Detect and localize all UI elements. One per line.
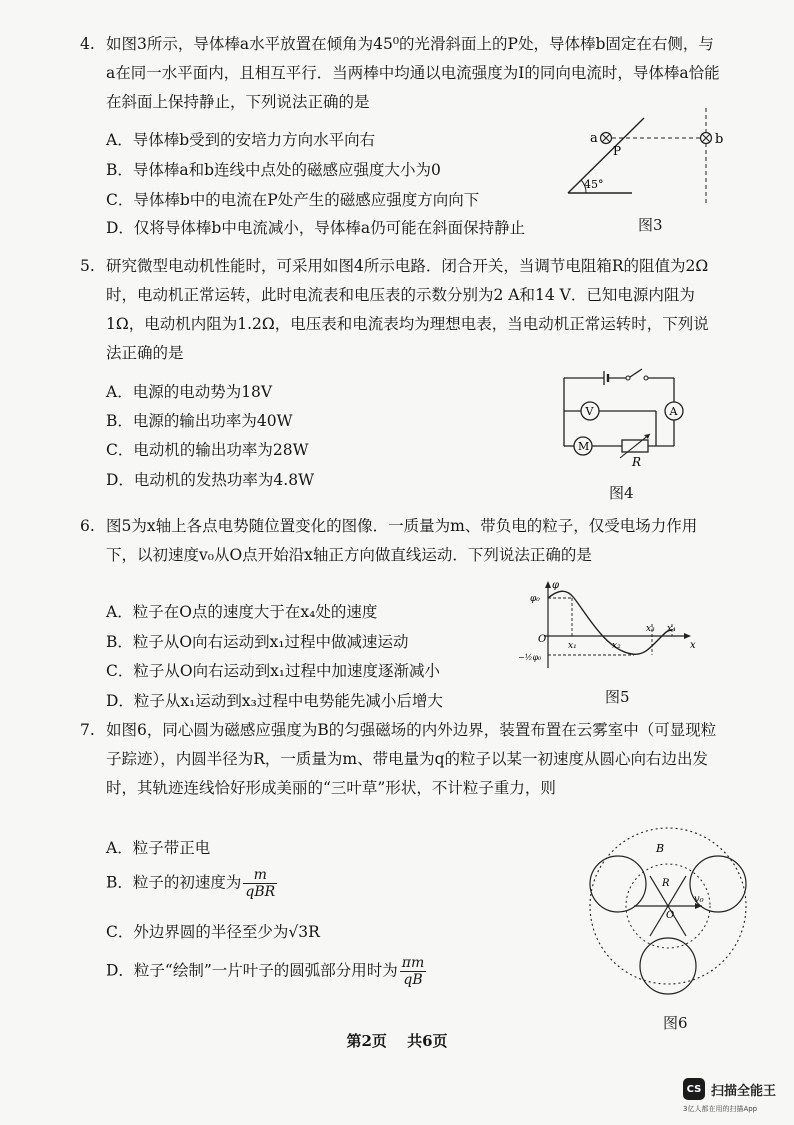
question-number: 4. (80, 35, 95, 53)
voltmeter-icon (581, 402, 599, 420)
figure-4-label: 图4 (609, 484, 634, 502)
question-5 (80, 252, 720, 368)
point-p-label: P (613, 144, 622, 158)
option-b-text: B．粒子的初速度为 (106, 873, 242, 892)
scanner-watermark (683, 1078, 776, 1100)
phi-axis-label: φ (552, 580, 560, 591)
option-d: D．粒子从x₁运动到x₃过程中电势能先减小后增大 (106, 692, 443, 710)
field-b-label: B (656, 842, 665, 855)
battery-icon (604, 371, 608, 385)
ammeter-label: A (669, 405, 678, 418)
option-b: B．粒子从O向右运动到x₁过程中做减速运动 (106, 633, 409, 651)
option-c: C．电动机的输出功率为28W (106, 441, 309, 459)
option-c: C．导体棒b中的电流在P处产生的磁感应强度方向向下 (106, 191, 480, 209)
center-o-label: O (666, 910, 675, 921)
question-stem: 研究微型电动机性能时，可采用如图4所示电路．闭合开关，当调节电阻箱R的阻值为2Ω时，电动机正常运转，此时电流表和电压表的示数分别为2 A和14 V．已知电源内阻为1Ω，电动机内阻为1.2Ω，电压表和电流表均为理想电表，当电动机正常运转时，下列说法正确的是 (106, 257, 709, 362)
question-4 (80, 30, 720, 117)
question-7 (80, 716, 720, 803)
figure-3-diagram (560, 108, 740, 208)
rod-a-label: a (590, 131, 598, 146)
option-b-fraction (243, 867, 277, 900)
motor-label: M (578, 440, 590, 453)
option-a: A．电源的电动势为18V (106, 383, 273, 401)
figure-3-label: 图3 (638, 216, 663, 234)
option-a: A．粒子带正电 (106, 839, 211, 857)
question-stem: 图5为x轴上各点电势随位置变化的图像．一质量为m、带负电的粒子，仅受电场力作用下，以初速度v₀从O点开始沿x轴正方向做直线运动．下列说法正确的是 (106, 517, 698, 564)
fraction-numerator: m (243, 867, 277, 884)
option-b: B．电源的输出功率为40W (106, 412, 293, 430)
resistor-label: R (632, 455, 642, 466)
x3-label: x₃ (646, 624, 655, 634)
figure-4-circuit (556, 366, 686, 466)
ammeter-icon (665, 402, 683, 420)
neg-half-phi0-label: −½φ₀ (518, 653, 542, 662)
rod-b-label: b (715, 132, 724, 147)
option-d (106, 955, 426, 988)
phi0-label: φ₀ (530, 594, 540, 604)
page-footer: 第2页 共6页 (346, 1032, 448, 1050)
option-d: D．电动机的发热功率为4.8W (106, 471, 315, 489)
scanner-tagline: 3亿人都在用的扫描App (683, 1105, 758, 1113)
x2-label: x₂ (612, 641, 621, 651)
origin-label: O (538, 634, 547, 645)
question-6 (80, 512, 720, 570)
option-a: A．粒子在O点的速度大于在x₄处的速度 (106, 603, 378, 621)
question-number: 6. (80, 517, 95, 535)
option-b (106, 867, 277, 900)
scanner-logo-icon: CS (683, 1078, 705, 1100)
x-axis-label: x (690, 640, 696, 651)
x4-label: x₄ (667, 624, 676, 634)
switch-icon (626, 369, 648, 380)
potential-curve (548, 591, 672, 654)
fraction-denominator: qB (403, 972, 423, 988)
x1-label: x₁ (568, 641, 577, 651)
figure-6-label: 图6 (663, 1014, 688, 1032)
option-d-fraction (400, 955, 426, 988)
option-c: C．外边界圆的半径至少为√3R (106, 923, 320, 941)
fraction-numerator: πm (401, 955, 425, 971)
radius-r-label: R (662, 878, 670, 889)
option-b: B．导体棒a和b连线中点处的磁感应强度大小为0 (106, 161, 441, 179)
option-a: A．导体棒b受到的安培力方向水平向右 (106, 131, 376, 149)
question-stem: 如图3所示，导体棒a水平放置在倾角为45⁰的光滑斜面上的P处，导体棒b固定在右侧，与a在同一水平面内，且相互平行．当两棒中均通以电流强度为I的同向电流时，导体棒a恰能在斜面上保持静止，下列说法正确的是 (106, 35, 720, 111)
incline-slope (568, 118, 644, 193)
question-stem: 如图6，同心圆为磁感应强度为B的匀强磁场的内外边界，装置布置在云雾室中（可显现粒子踪迹），内圆半径为R，一质量为m、带电量为q的粒子以某一初速度从圆心向右边出发时，其轨迹连线恰好形成美丽的“三叶草”形状，不计粒子重力，则 (106, 721, 717, 797)
leaf-left (590, 856, 646, 912)
option-d: D．仅将导体棒b中电流减小，导体棒a仍可能在斜面保持静止 (106, 219, 526, 237)
figure-5-label: 图5 (605, 688, 630, 706)
option-d-text: D．粒子“绘制”一片叶子的圆弧部分用时为 (106, 961, 398, 980)
rod-b-cross-icon (701, 133, 712, 144)
velocity-label: v₀ (694, 894, 704, 905)
angle-label: 45° (584, 178, 604, 191)
scanner-app-name: 扫描全能王 (711, 1083, 777, 1099)
figure-5-potential-graph (514, 578, 698, 670)
leaf-bottom (640, 938, 696, 994)
figure-6-clover-diagram (584, 820, 754, 1010)
question-number: 7. (80, 721, 95, 739)
option-c: C．粒子从O向右运动到x₁过程中加速度逐渐减小 (106, 662, 441, 680)
rod-a-cross-icon (601, 133, 612, 144)
motor-icon (574, 437, 592, 455)
fraction-denominator: qBR (245, 884, 276, 900)
question-number: 5. (80, 257, 95, 275)
voltmeter-label: V (585, 405, 594, 418)
